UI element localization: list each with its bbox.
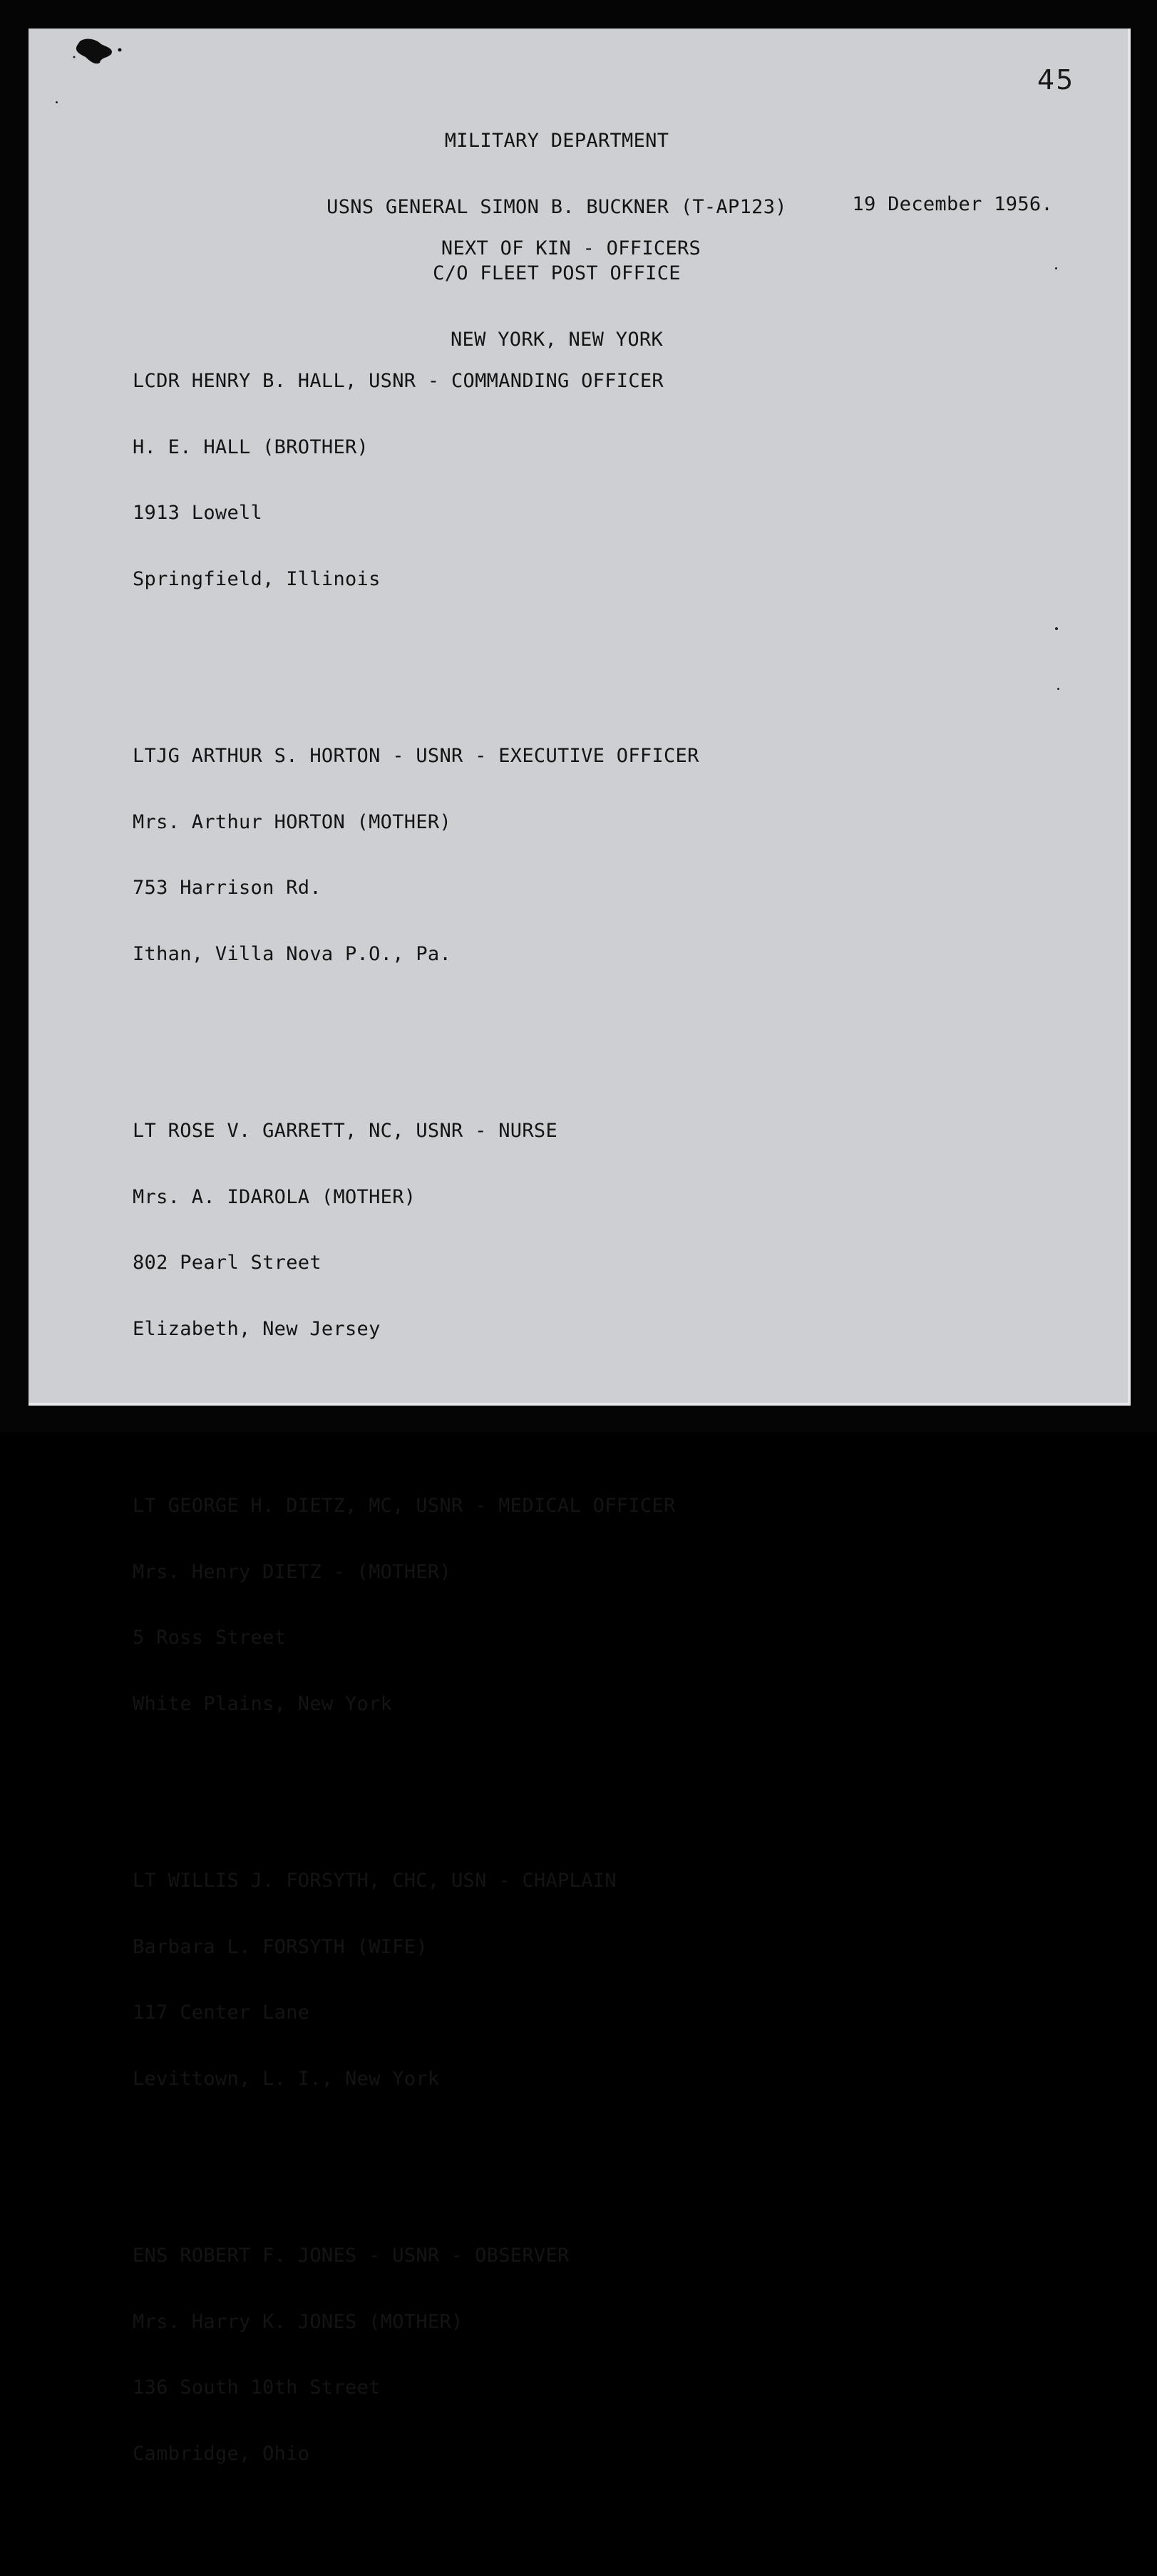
letterhead-department: MILITARY DEPARTMENT	[444, 130, 669, 152]
officer-name: LT WILLIS J. FORSYTH, CHC, USN - CHAPLAIN	[133, 1870, 617, 1892]
page-number: 45	[1037, 64, 1075, 96]
kin-city: White Plains, New York	[133, 1692, 393, 1715]
kin-city: Springfield, Illinois	[133, 567, 381, 590]
speck-mark	[1055, 627, 1058, 630]
kin-name: Mrs. A. IDAROLA (MOTHER)	[133, 1185, 416, 1208]
next-of-kin-list	[133, 282, 699, 2576]
document-date: 19 December 1956.	[852, 193, 1053, 215]
letterhead-city: NEW YORK, NEW YORK	[451, 329, 663, 351]
list-item	[133, 701, 699, 1009]
ink-blot	[64, 36, 135, 68]
kin-street: 5 Ross Street	[133, 1627, 287, 1649]
kin-city: Levittown, L. I., New York	[133, 2067, 440, 2090]
kin-street: 117 Center Lane	[133, 2001, 310, 2024]
letterhead-ship: USNS GENERAL SIMON B. BUCKNER (T-AP123)	[326, 196, 787, 218]
list-item	[133, 1076, 699, 1384]
speck-mark	[1057, 688, 1059, 690]
officer-name: LTJG ARTHUR S. HORTON - USNR - EXECUTIVE OFFICER	[133, 745, 699, 767]
officer-name: ENS ROBERT F. JONES - USNR - OBSERVER	[133, 2245, 570, 2267]
list-item	[133, 326, 699, 634]
kin-street: 1913 Lowell	[133, 502, 263, 524]
kin-name: H. E. HALL (BROTHER)	[133, 436, 369, 458]
kin-name: Barbara L. FORSYTH (WIFE)	[133, 1935, 428, 1958]
list-item	[133, 1451, 699, 1759]
kin-city: Cambridge, Ohio	[133, 2442, 310, 2465]
letterhead-post-office: C/O FLEET POST OFFICE	[433, 262, 681, 284]
officer-name: LT ROSE V. GARRETT, NC, USNR - NURSE	[133, 1120, 557, 1142]
kin-name: Mrs. Henry DIETZ - (MOTHER)	[133, 1560, 451, 1583]
officer-name: LCDR HENRY B. HALL, USNR - COMMANDING OFFICER	[133, 370, 664, 392]
list-item	[133, 1826, 699, 2134]
kin-street: 136 South 10th Street	[133, 2376, 381, 2399]
document-page	[29, 29, 1131, 2465]
document-title: NEXT OF KIN - OFFICERS	[441, 237, 701, 259]
officer-name: LT GEORGE H. DIETZ, MC, USNR - MEDICAL OFFICER	[133, 1495, 676, 1517]
kin-street: 753 Harrison Rd.	[133, 877, 322, 899]
kin-street: 802 Pearl Street	[133, 1252, 322, 1274]
kin-city: Elizabeth, New Jersey	[133, 1317, 381, 1340]
list-item	[133, 2201, 699, 2509]
kin-city: Ithan, Villa Nova P.O., Pa.	[133, 942, 451, 965]
kin-name: Mrs. Harry K. JONES (MOTHER)	[133, 2310, 463, 2333]
kin-name: Mrs. Arthur HORTON (MOTHER)	[133, 810, 451, 833]
